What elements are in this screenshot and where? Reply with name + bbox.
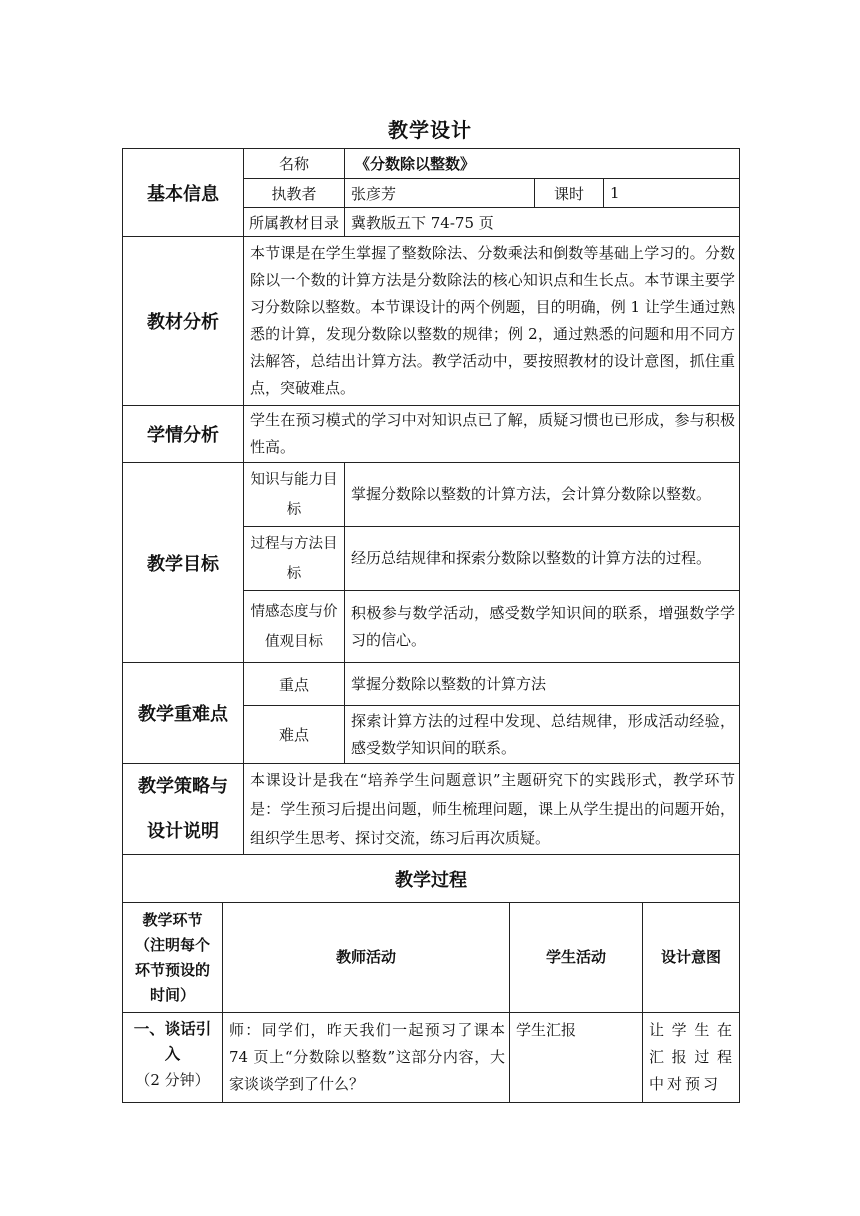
design-intent-text: 让学生在汇报过程中对预习 (643, 1013, 740, 1103)
teacher-activity-header: 教师活动 (223, 903, 510, 1013)
stage-header: 教学环节（注明每个环节预设的时间） (123, 903, 223, 1013)
objective-knowledge-text: 掌握分数除以整数的计算方法，会计算分数除以整数。 (345, 463, 740, 527)
design-intent-header: 设计意图 (643, 903, 740, 1013)
catalog-value: 冀教版五下 74-75 页 (345, 208, 740, 237)
student-analysis-text: 学生在预习模式的学习中对知识点已了解，质疑习惯也已形成，参与积极性高。 (244, 406, 740, 463)
lesson-info-table (122, 148, 740, 855)
student-analysis-label: 学情分析 (123, 406, 244, 463)
objective-attitude-text: 积极参与数学活动，感受数学知识间的联系，增强数学学习的信心。 (345, 591, 740, 663)
stage-cell (123, 1013, 223, 1103)
material-analysis-text: 本节课是在学生掌握了整数除法、分数乘法和倒数等基础上学习的。分数除以一个数的计算方法是分数除法的核心知识点和生长点。本节课主要学习分数除以整数。本节课设计的两个例题，目的明确，例 1 让学生通过熟悉的计算，发现分数除以整数的规律；例 2，通过熟悉的问题和用不同方法解答，总结出计算方法。教学活动中，要按照教材的设计意图，抓住重点，突破难点。 (244, 237, 740, 406)
name-label: 名称 (244, 149, 345, 179)
objective-attitude-label: 情感态度与价值观目标 (244, 591, 345, 663)
teacher-activity-text: 师：同学们，昨天我们一起预习了课本 74 页上“分数除以整数”这部分内容，大家谈谈学到了什么？ (223, 1013, 510, 1103)
difficulty-text: 探索计算方法的过程中发现、总结规律，形成活动经验，感受数学知识间的联系。 (345, 706, 740, 764)
strategy-text: 本课设计是我在“培养学生问题意识”主题研究下的实践形式，教学环节是：学生预习后提出问题，师生梳理问题，课上从学生提出的问题开始，组织学生思考、探讨交流，练习后再次质疑。 (244, 764, 740, 855)
basic-info-label: 基本信息 (123, 149, 244, 237)
strategy-label-line1: 教学策略与 (138, 776, 228, 797)
stage-name: 一、谈话引入 (133, 1020, 212, 1063)
difficulty-label: 难点 (244, 706, 345, 764)
period-value: 1 (604, 179, 740, 208)
key-point-label: 重点 (244, 663, 345, 706)
objective-process-text: 经历总结规律和探索分数除以整数的计算方法的过程。 (345, 527, 740, 591)
key-points-label: 教学重难点 (123, 663, 244, 764)
catalog-label: 所属教材目录 (244, 208, 345, 237)
key-point-text: 掌握分数除以整数的计算方法 (345, 663, 740, 706)
teacher-label: 执教者 (244, 179, 345, 208)
objective-process-label: 过程与方法目标 (244, 527, 345, 591)
teaching-process-table (122, 854, 740, 1103)
strategy-label (123, 764, 244, 855)
process-title: 教学过程 (123, 855, 740, 903)
course-name: 《分数除以整数》 (345, 149, 740, 179)
period-label: 课时 (535, 179, 604, 208)
student-activity-header: 学生活动 (510, 903, 643, 1013)
objective-knowledge-label: 知识与能力目标 (244, 463, 345, 527)
student-activity-text: 学生汇报 (510, 1013, 643, 1103)
teacher-name: 张彦芳 (345, 179, 535, 208)
stage-time: （2 分钟） (135, 1071, 210, 1089)
objectives-label: 教学目标 (123, 463, 244, 663)
document-title: 教学设计 (388, 118, 472, 142)
strategy-label-line2: 设计说明 (147, 821, 219, 842)
material-analysis-label: 教材分析 (123, 237, 244, 406)
